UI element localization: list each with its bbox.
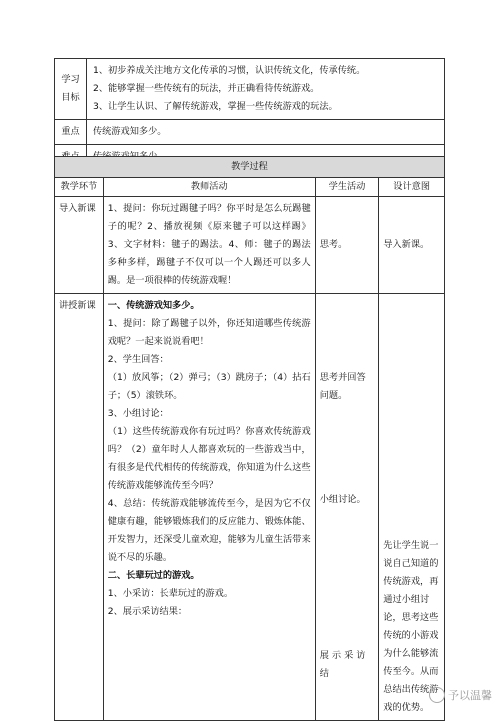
intro-student: 思考。 xyxy=(315,197,379,294)
section-one-question: 1、提问：除了踢毽子以外，你还知道哪些传统游戏呢？一起来说说看吧！ xyxy=(107,318,311,347)
intro-row xyxy=(55,197,445,294)
goal-line-3: 3、让学生认识、了解传统游戏，掌握一些传统游戏的玩法。 xyxy=(93,101,338,112)
group-discussion-text: （1）这些传统游戏你有玩过吗？你喜欢传统游戏吗？（2）童年时人人都喜欢玩的一些游戏当中，有很多是代代相传的传统游戏，你知道为什么这些传统游戏能够流传至今吗？ xyxy=(107,426,311,491)
goal-line-1: 1、初步养成关注地方文化传承的习惯，认识传统文化，传承传统。 xyxy=(93,65,366,76)
process-table xyxy=(54,156,445,721)
student-answer-text: （1）放风筝；（2）弹弓；（3）跳房子；（4）拈石子；（5）滚铁环。 xyxy=(107,372,311,401)
process-header-row xyxy=(55,178,445,197)
intro-stage: 导入新课 xyxy=(55,197,104,294)
header-teacher: 教师活动 xyxy=(103,178,315,197)
key-text: 传统游戏知多少。 xyxy=(87,120,445,145)
header-stage: 教学环节 xyxy=(55,178,104,197)
key-label: 重点 xyxy=(55,120,87,145)
lecture-student xyxy=(315,294,379,721)
goal-label: 学习目标 xyxy=(55,59,87,120)
key-row xyxy=(55,120,445,145)
process-title: 教学过程 xyxy=(55,157,445,178)
goal-line-2: 2、能够掌握一些传统有的玩法，并正确看待传统游戏。 xyxy=(93,83,320,94)
student-answer-title: 2、学生回答： xyxy=(107,354,169,365)
student-activity-3: 展示采访结 xyxy=(319,650,369,679)
header-student: 学生活动 xyxy=(315,178,379,197)
watermark-logo-icon xyxy=(429,687,445,703)
interview-item: 1、小采访：长辈玩过的游戏。 xyxy=(107,588,234,599)
lecture-intent-text: 先让学生说一说自己知道的传统游戏，再通过小组讨论，思考这些传统的小游戏为什么能够流传至今。从而总结出传统游戏的优势。 xyxy=(383,540,439,713)
lecture-stage: 讲授新课 xyxy=(55,294,104,721)
section-two-heading: 二、长辈玩过的游戏。 xyxy=(107,570,200,581)
student-activity-2: 小组讨论。 xyxy=(319,494,366,505)
goal-row xyxy=(55,59,445,120)
intro-teacher: 1、提问：你玩过踢毽子吗？你平时是怎么玩踢毽子的呢？2、播放视频《原来毽子可以这样踢》3、文字材料：毽子的踢法。4、师：毽子的踢法多种多样，踢毽子不仅可以一个人踢还可以多人踢。是一项很棒的传统游戏喔！ xyxy=(103,197,315,294)
lecture-intent xyxy=(379,294,445,721)
section-one-heading: 一、传统游戏知多少。 xyxy=(107,300,200,311)
interview-results-item: 2、展示采访结果： xyxy=(107,606,188,617)
goals-table xyxy=(54,58,445,170)
intro-intent: 导入新课。 xyxy=(379,197,445,294)
lecture-row xyxy=(55,294,445,721)
watermark xyxy=(429,687,492,703)
lecture-teacher xyxy=(103,294,315,721)
summary-text: 4、总结：传统游戏能够流传至今，是因为它不仅健康有趣，能够锻炼我们的反应能力、锻炼体能、开发智力，还深受儿童欢迎，能够为儿童生活带来说不尽的乐趣。 xyxy=(107,498,311,563)
student-activity-1: 思考并回答问题。 xyxy=(319,372,366,401)
header-intent: 设计意图 xyxy=(379,178,445,197)
watermark-text: 予以温馨 xyxy=(448,689,492,702)
group-discussion-title: 3、小组讨论： xyxy=(107,408,169,419)
goal-content xyxy=(87,59,445,120)
